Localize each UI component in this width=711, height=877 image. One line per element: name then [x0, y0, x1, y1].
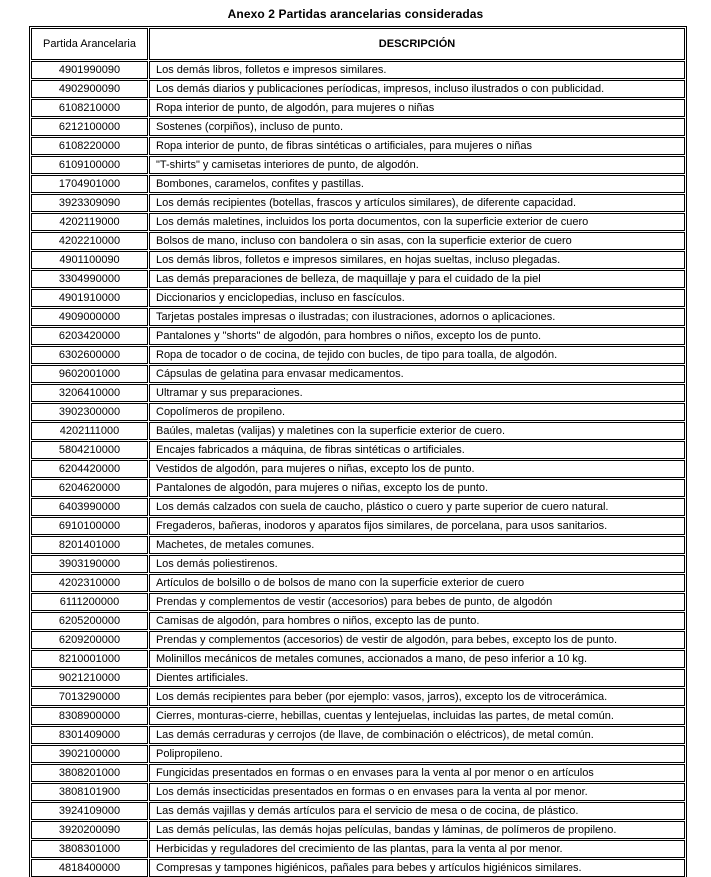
table-row	[31, 61, 685, 79]
tariff-code: 6111200000	[31, 593, 148, 611]
tariff-code: 4901990090	[31, 61, 148, 79]
table-row	[31, 631, 685, 649]
tariff-description: Los demás poliestirenos.	[149, 555, 685, 573]
tariff-code: 3903190000	[31, 555, 148, 573]
tariff-description: Las demás películas, las demás hojas películas, bandas y láminas, de polímeros de propileno.	[149, 821, 685, 839]
tariff-code: 3304990000	[31, 270, 148, 288]
tariff-code: 6910100000	[31, 517, 148, 535]
tariff-description: Diccionarios y enciclopedias, incluso en fascículos.	[149, 289, 685, 307]
tariff-description: Cápsulas de gelatina para envasar medicamentos.	[149, 365, 685, 383]
tariff-code: 4909000000	[31, 308, 148, 326]
tariff-description: Los demás maletines, incluidos los porta documentos, con la superficie exterior de cuero	[149, 213, 685, 231]
tariff-description: Baúles, maletas (valijas) y maletines con la superficie exterior de cuero.	[149, 422, 685, 440]
table-row	[31, 270, 685, 288]
tariff-code: 6204420000	[31, 460, 148, 478]
tariff-code: 1704901000	[31, 175, 148, 193]
tariff-description: Los demás libros, folletos e impresos similares, en hojas sueltas, incluso plegadas.	[149, 251, 685, 269]
table-row	[31, 707, 685, 725]
page-title: Anexo 2 Partidas arancelarias consideradas	[227, 7, 484, 21]
tariff-code: 3920200090	[31, 821, 148, 839]
tariff-code: 8308900000	[31, 707, 148, 725]
tariff-code: 6109100000	[31, 156, 148, 174]
tariff-description: Las demás cerraduras y cerrojos (de llave, de combinación o eléctricos), de metal común.	[149, 726, 685, 744]
tariff-code: 6302600000	[31, 346, 148, 364]
tariff-description: Los demás insecticidas presentados en formas o en envases para la venta al por menor.	[149, 783, 685, 801]
tariff-description: Ropa interior de punto, de algodón, para mujeres o niñas	[149, 99, 685, 117]
tariff-description: Los demás libros, folletos e impresos similares.	[149, 61, 685, 79]
tariff-description: Artículos de bolsillo o de bolsos de mano con la superficie exterior de cuero	[149, 574, 685, 592]
table-row	[31, 213, 685, 231]
table-row	[31, 441, 685, 459]
table-row	[31, 327, 685, 345]
table-row	[31, 517, 685, 535]
table-row	[31, 99, 685, 117]
table-row	[31, 346, 685, 364]
tariff-code: 4818400000	[31, 859, 148, 877]
table-row	[31, 308, 685, 326]
tariff-code: 6108210000	[31, 99, 148, 117]
tariff-description: Encajes fabricados a máquina, de fibras sintéticas o artificiales.	[149, 441, 685, 459]
table-row	[31, 821, 685, 839]
tariff-description: Dientes artificiales.	[149, 669, 685, 687]
table-row	[31, 232, 685, 250]
table-row	[31, 498, 685, 516]
table-row	[31, 194, 685, 212]
tariff-description: Bombones, caramelos, confites y pastillas.	[149, 175, 685, 193]
table-row	[31, 137, 685, 155]
tariff-code: 9021210000	[31, 669, 148, 687]
tariff-code: 4202111000	[31, 422, 148, 440]
tariff-code: 6212100000	[31, 118, 148, 136]
table-row	[31, 365, 685, 383]
table-row	[31, 384, 685, 402]
tariff-description: Prendas y complementos de vestir (accesorios) para bebes de punto, de algodón	[149, 593, 685, 611]
tariff-description: Las demás preparaciones de belleza, de maquillaje y para el cuidado de la piel	[149, 270, 685, 288]
tariff-description: "T-shirts" y camisetas interiores de punto, de algodón.	[149, 156, 685, 174]
tariff-code: 8210001000	[31, 650, 148, 668]
tariff-code: 4901910000	[31, 289, 148, 307]
tariff-code: 4902900090	[31, 80, 148, 98]
table-row	[31, 802, 685, 820]
tariff-code: 4901100090	[31, 251, 148, 269]
tariff-description: Machetes, de metales comunes.	[149, 536, 685, 554]
table-row	[31, 764, 685, 782]
tariff-description: Los demás recipientes para beber (por ejemplo: vasos, jarros), excepto los de vitrocerámica.	[149, 688, 685, 706]
tariff-code: 3902100000	[31, 745, 148, 763]
table-row	[31, 403, 685, 421]
tariff-code: 4202310000	[31, 574, 148, 592]
tariff-description: Ropa de tocador o de cocina, de tejido con bucles, de tipo para toalla, de algodón.	[149, 346, 685, 364]
table-row	[31, 251, 685, 269]
tariff-description: Ultramar y sus preparaciones.	[149, 384, 685, 402]
tariff-description: Copolímeros de propileno.	[149, 403, 685, 421]
tariff-code: 3808101900	[31, 783, 148, 801]
tariff-code: 5804210000	[31, 441, 148, 459]
table-row	[31, 726, 685, 744]
table-row	[31, 555, 685, 573]
tariff-description: Bolsos de mano, incluso con bandolera o sin asas, con la superficie exterior de cuero	[149, 232, 685, 250]
table-row	[31, 574, 685, 592]
tariff-code: 6209200000	[31, 631, 148, 649]
tariff-description: Los demás calzados con suela de caucho, plástico o cuero y parte superior de cuero natural.	[149, 498, 685, 516]
tariff-table-body	[31, 61, 685, 877]
table-row	[31, 745, 685, 763]
table-row	[31, 460, 685, 478]
tariff-code: 3923309090	[31, 194, 148, 212]
table-row	[31, 593, 685, 611]
tariff-description: Molinillos mecánicos de metales comunes, accionados a mano, de peso inferior a 10 kg.	[149, 650, 685, 668]
table-row	[31, 612, 685, 630]
tariff-description: Cierres, monturas-cierre, hebillas, cuentas y lentejuelas, incluidas las partes, de metal común.	[149, 707, 685, 725]
table-row	[31, 80, 685, 98]
tariff-description: Pantalones de algodón, para mujeres o niñas, excepto los de punto.	[149, 479, 685, 497]
tariff-description: Los demás diarios y publicaciones períodicas, impresos, incluso ilustrados o con publicidad.	[149, 80, 685, 98]
table-row	[31, 650, 685, 668]
table-row	[31, 688, 685, 706]
column-header-descripcion: DESCRIPCIÓN	[149, 28, 685, 60]
table-row	[31, 289, 685, 307]
tariff-table-head	[31, 28, 685, 60]
column-header-partida-arancelaria: Partida Arancelaria	[31, 28, 148, 60]
tariff-description: Herbicidas y reguladores del crecimiento de las plantas, para la venta al por menor.	[149, 840, 685, 858]
tariff-description: Fungicidas presentados en formas o en envases para la venta al por menor o en artículos	[149, 764, 685, 782]
tariff-code: 3924109000	[31, 802, 148, 820]
tariff-code: 3808301000	[31, 840, 148, 858]
tariff-description: Pantalones y "shorts" de algodón, para hombres o niños, excepto los de punto.	[149, 327, 685, 345]
table-row	[31, 422, 685, 440]
tariff-description: Las demás vajillas y demás artículos para el servicio de mesa o de cocina, de plástico.	[149, 802, 685, 820]
table-row	[31, 669, 685, 687]
tariff-description: Los demás recipientes (botellas, frascos y artículos similares), de diferente capacidad.	[149, 194, 685, 212]
tariff-code: 7013290000	[31, 688, 148, 706]
tariff-description: Polipropileno.	[149, 745, 685, 763]
table-row	[31, 175, 685, 193]
table-row	[31, 840, 685, 858]
tariff-code: 3902300000	[31, 403, 148, 421]
tariff-code: 6108220000	[31, 137, 148, 155]
tariff-description: Vestidos de algodón, para mujeres o niñas, excepto los de punto.	[149, 460, 685, 478]
table-row	[31, 156, 685, 174]
tariff-description: Fregaderos, bañeras, inodoros y aparatos fijos similares, de porcelana, para usos sanitarios.	[149, 517, 685, 535]
header-row	[31, 28, 685, 60]
table-row	[31, 783, 685, 801]
tariff-code: 6203420000	[31, 327, 148, 345]
table-row	[31, 536, 685, 554]
tariff-code: 6403990000	[31, 498, 148, 516]
tariff-description: Ropa interior de punto, de fibras sintéticas o artificiales, para mujeres o niñas	[149, 137, 685, 155]
tariff-code: 8301409000	[31, 726, 148, 744]
table-row	[31, 859, 685, 877]
table-row	[31, 479, 685, 497]
tariff-description: Sostenes (corpiños), incluso de punto.	[149, 118, 685, 136]
tariff-table	[29, 26, 687, 877]
tariff-description: Camisas de algodón, para hombres o niños, excepto las de punto.	[149, 612, 685, 630]
tariff-code: 4202119000	[31, 213, 148, 231]
table-row	[31, 118, 685, 136]
tariff-code: 4202210000	[31, 232, 148, 250]
tariff-description: Compresas y tampones higiénicos, pañales para bebes y artículos higiénicos similares.	[149, 859, 685, 877]
tariff-code: 6205200000	[31, 612, 148, 630]
tariff-code: 3206410000	[31, 384, 148, 402]
tariff-description: Prendas y complementos (accesorios) de vestir de algodón, para bebes, excepto los de punto.	[149, 631, 685, 649]
tariff-code: 3808201000	[31, 764, 148, 782]
tariff-description: Tarjetas postales impresas o ilustradas; con ilustraciones, adornos o aplicaciones.	[149, 308, 685, 326]
tariff-code: 6204620000	[31, 479, 148, 497]
tariff-code: 8201401000	[31, 536, 148, 554]
tariff-code: 9602001000	[31, 365, 148, 383]
